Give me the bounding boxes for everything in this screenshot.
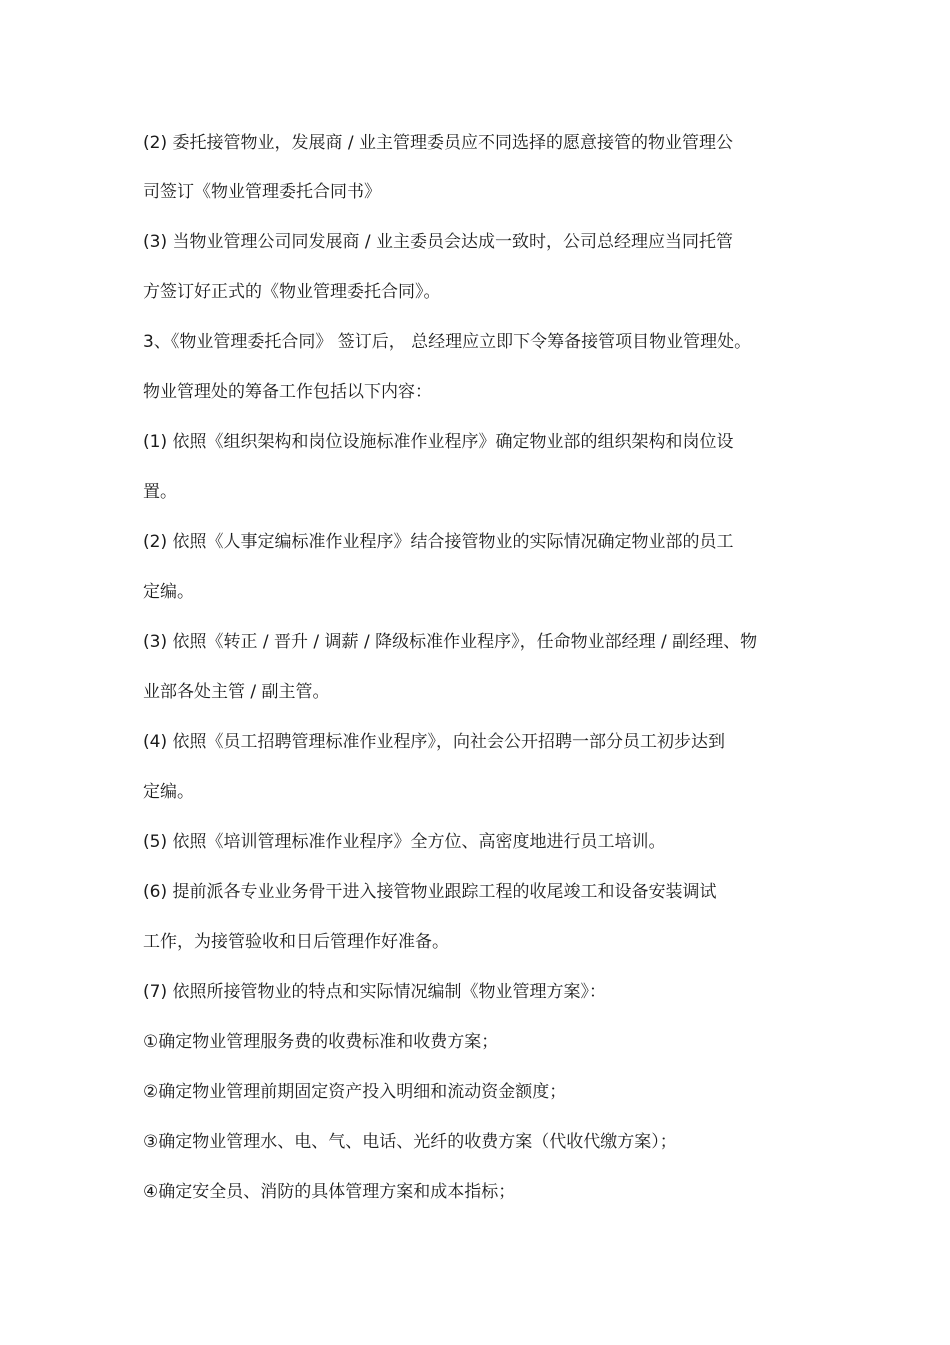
text-line: 定编。	[143, 782, 194, 802]
text-line: 物业管理处的筹备工作包括以下内容：	[143, 382, 432, 402]
text-line: 司签订《物业管理委托合同书》	[143, 182, 381, 202]
text-line: (4) 依照《员工招聘管理标准作业程序》，向社会公开招聘一部分员工初步达到	[143, 732, 725, 752]
text-line: (2) 委托接管物业，发展商 / 业主管理委员应不同选择的愿意接管的物业管理公	[143, 133, 734, 153]
text-line: (5) 依照《培训管理标准作业程序》全方位、高密度地进行员工培训。	[143, 832, 666, 852]
text-line: ②确定物业管理前期固定资产投入明细和流动资金额度；	[143, 1082, 567, 1102]
text-line: (3) 依照《转正 / 晋升 / 调薪 / 降级标准作业程序》，任命物业部经理 / 副经理、物	[143, 632, 758, 652]
text-line: 业部各处主管 / 副主管。	[143, 682, 330, 702]
text-line: 3、《物业管理委托合同》 签订后， 总经理应立即下令筹备接管项目物业管理处。	[143, 332, 752, 352]
text-line: 方签订好正式的《物业管理委托合同》。	[143, 282, 441, 302]
text-line: ④确定安全员、消防的具体管理方案和成本指标；	[143, 1182, 516, 1202]
text-line: 工作，为接管验收和日后管理作好准备。	[143, 932, 449, 952]
text-line: (1) 依照《组织架构和岗位设施标准作业程序》确定物业部的组织架构和岗位设	[143, 432, 734, 452]
text-line: (3) 当物业管理公司同发展商 / 业主委员会达成一致时，公司总经理应当同托管	[143, 232, 734, 252]
text-line: ③确定物业管理水、电、气、电话、光纤的收费方案（代收代缴方案）；	[143, 1132, 677, 1152]
text-line: (2) 依照《人事定编标准作业程序》结合接管物业的实际情况确定物业部的员工	[143, 532, 734, 552]
text-line: (7) 依照所接管物业的特点和实际情况编制《物业管理方案》：	[143, 982, 606, 1002]
text-line: 定编。	[143, 582, 194, 602]
text-line: (6) 提前派各专业业务骨干进入接管物业跟踪工程的收尾竣工和设备安装调试	[143, 882, 717, 902]
text-line: 置。	[143, 482, 177, 502]
text-line: ①确定物业管理服务费的收费标准和收费方案；	[143, 1032, 499, 1052]
